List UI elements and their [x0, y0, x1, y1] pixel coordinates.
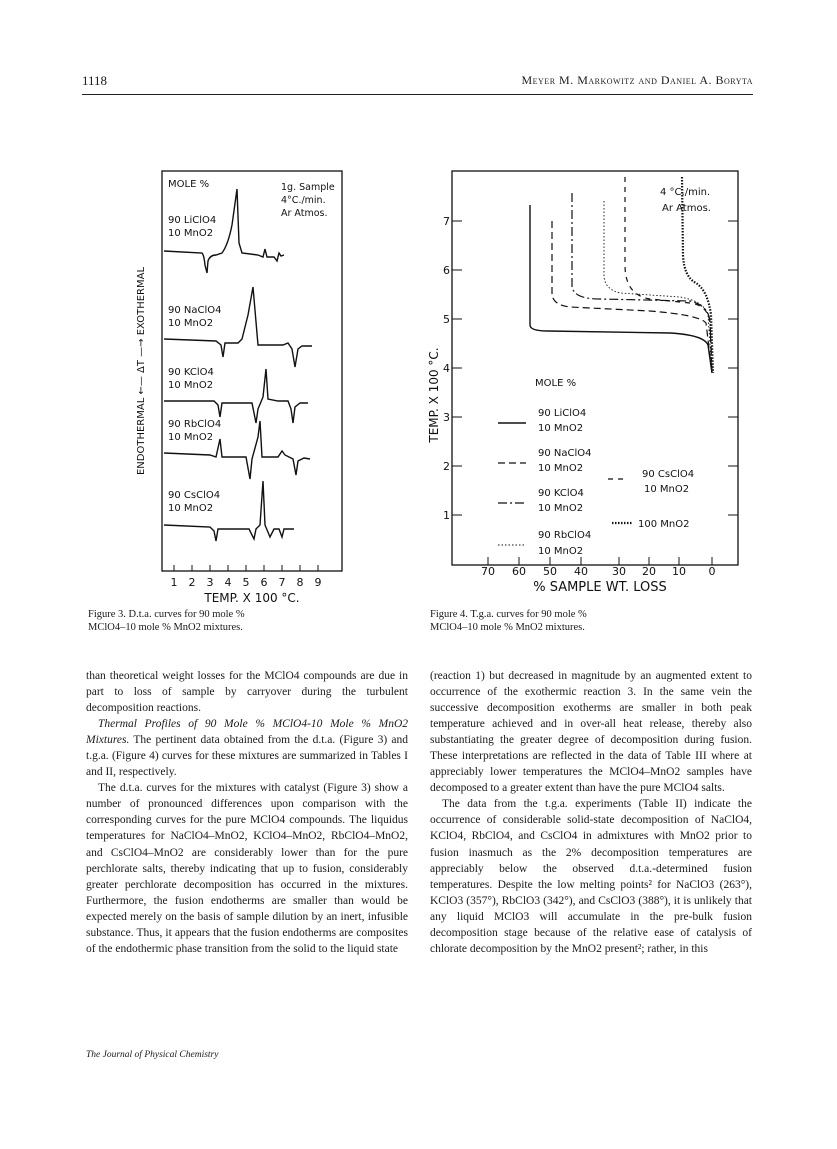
- figure-4-y-axis-label: TEMP. X 100 °C.: [427, 347, 441, 443]
- page-number: 1118: [82, 73, 108, 88]
- figure-4-plot: [420, 165, 750, 605]
- figure-3-sample-label: 90 LiClO4: [168, 215, 217, 226]
- paragraph-text: The pertinent data obtained from the d.t.a. (Figure 3) and t.g.a. (Figure 4) curves for these mixtures are summarized in Tables I and II, respectively.: [86, 734, 408, 779]
- figure-4-x-tick-label: 30: [612, 565, 626, 578]
- figure-3-sample-label: 10 MnO2: [168, 503, 214, 514]
- figure-4-legend: [498, 408, 694, 557]
- figure-4-legend-label: 10 MnO2: [538, 546, 584, 557]
- figure-4-x-tick-label: 50: [543, 565, 557, 578]
- figure-3-x-ticks: [174, 565, 318, 571]
- figure-3-sample-label: 90 NaClO4: [168, 305, 222, 316]
- header-rule: [82, 94, 753, 95]
- figure-3: [118, 165, 358, 605]
- tga-curve-kclo4: [572, 193, 712, 373]
- figure-3-sample-label: 10 MnO2: [168, 432, 214, 443]
- right-column: [430, 668, 752, 957]
- figure-4-legend-label: 90 RbClO4: [538, 530, 592, 541]
- figure-4-y-tick-label: 6: [443, 264, 450, 277]
- figure-4-legend-label: 10 MnO2: [538, 463, 584, 474]
- figure-3-x-tick-label: 2: [188, 576, 196, 589]
- figure-3-sample-label: 10 MnO2: [168, 228, 214, 239]
- section-heading: Thermal Profiles of 90 Mole % MClO4-10 Mole % MnO2 Mixtures.: [86, 718, 408, 747]
- figure-4-legend-label: 90 CsClO4: [642, 469, 695, 480]
- figure-3-condition: Ar Atmos.: [281, 208, 328, 219]
- figure-4-x-tick-label: 40: [574, 565, 588, 578]
- figure-4-x-tick-label: 10: [672, 565, 686, 578]
- figure-3-legend-title: MOLE %: [168, 179, 210, 190]
- figure-4-legend-label: 10 MnO2: [644, 484, 690, 495]
- figure-4-legend-label: 90 KClO4: [538, 488, 584, 499]
- figure-4-legend-label: 90 LiClO4: [538, 408, 587, 419]
- figure-4-caption-line: MClO4–10 mole % MnO2 mixtures.: [430, 622, 585, 633]
- figure-4-legend-label: 10 MnO2: [538, 503, 584, 514]
- figure-4-legend-label: 90 NaClO4: [538, 448, 592, 459]
- paragraph: The d.t.a. curves for the mixtures with catalyst (Figure 3) show a number of pronounced differences upon comparison with the corresponding curves for the pure MClO4 compounds. The liquidus temperatures for NaClO4–MnO2, KClO4–MnO2, RbClO4–MnO2, and CsClO4–MnO2 are considerably lower than for the pure perchlorate salts, thereby indicating that up to fusion, considerably greater perchlorate decomposition has occurred in the mixtures. Furthermore, the fusion endotherms are smaller than would be expected merely on the basis of sample dilution by an inert, infusible substance. Thus, it appears that the fusion endotherms are composites of the endothermic phase transition from the solid to the liquid state: [86, 782, 408, 955]
- figure-4-x-tick-label: 0: [708, 565, 716, 578]
- paragraph: than theoretical weight losses for the MClO4 compounds are due in part to loss of sample by carryover during the turbulent decomposition reactions.: [86, 670, 408, 715]
- figure-3-x-tick-label: 8: [296, 576, 304, 589]
- tga-curve-rbclo4: [604, 201, 712, 373]
- figure-3-sample-label: 90 RbClO4: [168, 419, 222, 430]
- figure-4-x-tick-label: 20: [642, 565, 656, 578]
- figure-4-y-ticks: [452, 221, 738, 515]
- figure-3-x-tick-label: 6: [260, 576, 268, 589]
- figure-3-caption: [88, 608, 245, 634]
- journal-footer: The Journal of Physical Chemistry: [86, 1050, 219, 1060]
- figure-4-x-axis-label: % SAMPLE WT. LOSS: [533, 580, 667, 595]
- figure-3-y-axis-label: ENDOTHERMAL ←— ΔT —→ EXOTHERMAL: [136, 266, 147, 476]
- figure-3-x-axis-label: TEMP. X 100 °C.: [204, 591, 300, 605]
- paragraph: [86, 716, 408, 780]
- figure-4-legend-label: 10 MnO2: [538, 423, 584, 434]
- figure-4-x-tick-label: 70: [481, 565, 495, 578]
- figure-3-caption-line: MClO4–10 mole % MnO2 mixtures.: [88, 622, 243, 633]
- figure-4-y-tick-label: 3: [443, 411, 450, 424]
- tga-curve-naclo4: [552, 221, 712, 373]
- figure-4-caption-line: Figure 4. T.g.a. curves for 90 mole %: [430, 609, 587, 620]
- left-column: [86, 668, 408, 957]
- figure-4: [420, 165, 750, 605]
- figure-3-plot: [118, 165, 358, 605]
- figure-3-sample-label: 10 MnO2: [168, 380, 214, 391]
- figure-3-sample-label: 90 CsClO4: [168, 490, 221, 501]
- figure-4-frame: [452, 171, 738, 565]
- figure-3-condition: 1g. Sample: [281, 182, 335, 193]
- figure-3-x-tick-label: 4: [224, 576, 232, 589]
- figure-3-x-tick-label: 7: [278, 576, 286, 589]
- figure-4-y-tick-label: 7: [443, 215, 450, 228]
- figure-4-legend-label: 100 MnO2: [638, 519, 690, 530]
- figure-3-x-tick-label: 1: [170, 576, 178, 589]
- figure-4-legend-title: MOLE %: [535, 378, 577, 389]
- tga-curve-liclo4: [530, 205, 712, 373]
- figure-3-sample-label: 10 MnO2: [168, 318, 214, 329]
- figure-3-condition: 4°C./min.: [281, 195, 326, 206]
- figure-4-x-ticks: [488, 557, 712, 565]
- figure-3-x-tick-label: 9: [314, 576, 322, 589]
- figure-4-caption: [430, 608, 587, 634]
- paragraph: (reaction 1) but decreased in magnitude by an augmented extent to occurrence of the exothermic reaction 3. In the same vein the successive decomposition exotherms are smaller in both peak temperature achieved and in over-all heat release, thereby also substantiating the greater degree of decomposition during fusion. These interpretations are reflected in the data of Table III where at appreciably lower temperatures the MClO4–MnO2 samples have decomposed to a greater extent than have the pure MClO4 salts.: [430, 670, 752, 795]
- figure-3-x-tick-label: 5: [242, 576, 250, 589]
- figure-4-y-tick-label: 5: [443, 313, 450, 326]
- figure-4-x-tick-label: 60: [512, 565, 526, 578]
- figure-4-y-tick-label: 1: [443, 509, 450, 522]
- figure-4-y-tick-label: 2: [443, 460, 450, 473]
- figure-3-sample-label: 90 KClO4: [168, 367, 214, 378]
- figure-4-y-tick-label: 4: [443, 362, 450, 375]
- figure-4-condition: 4 °C./min.: [660, 187, 711, 198]
- paragraph: The data from the t.g.a. experiments (Table II) indicate the occurrence of considerable solid-state decomposition of NaClO4, KClO4, RbClO4, and CsClO4 in admixtures with MnO2 prior to fusion inasmuch as the 2% decomposition temperatures are appreciably below the observed d.t.a.-determined fusion temperatures. Despite the low melting points² for NaClO3 (263°), KClO3 (357°), RbClO3 (342°), and CsClO3 (388°), it is unlikely that any liquid MClO3 will accumulate in the pre-bulk fusion decomposition stage because of the relative ease of catalysis of chlorate decomposition by the MnO2 present²; rather, in this: [430, 798, 752, 955]
- figure-3-caption-line: Figure 3. D.t.a. curves for 90 mole %: [88, 609, 245, 620]
- figure-3-x-tick-label: 3: [206, 576, 214, 589]
- figure-4-condition: Ar Atmos.: [662, 203, 711, 214]
- running-head: Meyer M. Markowitz and Daniel A. Boryta: [521, 73, 753, 87]
